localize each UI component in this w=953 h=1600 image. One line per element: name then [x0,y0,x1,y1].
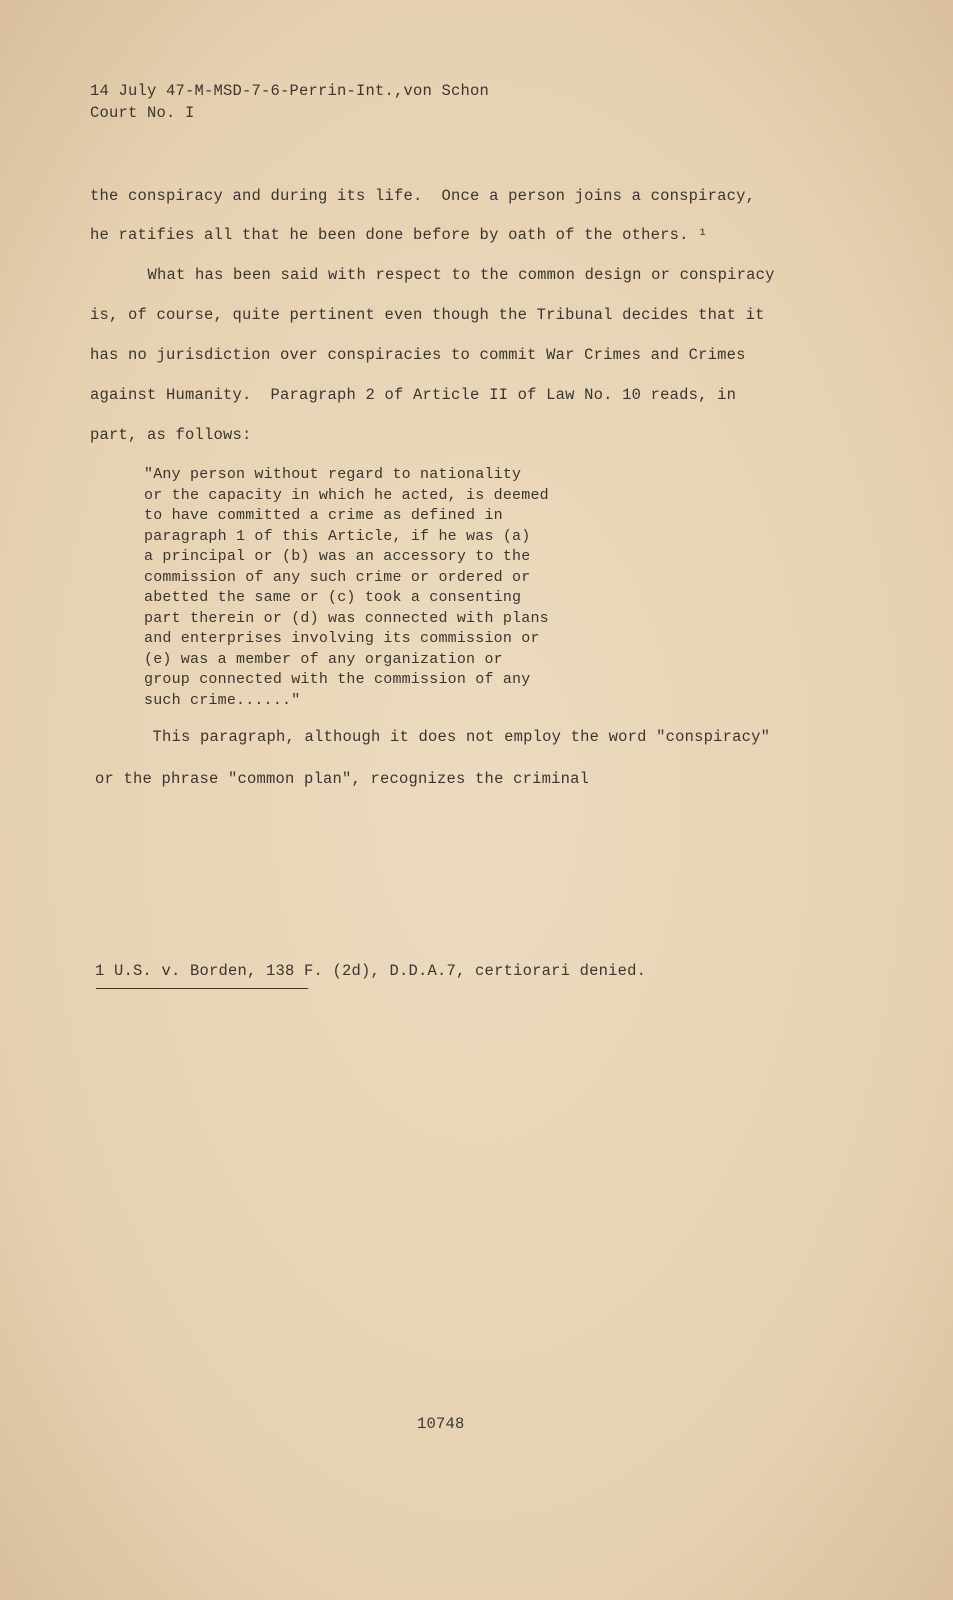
body-line: is, of course, quite pertinent even though the Tribunal decides that it [90,306,765,324]
body-line: or the phrase "common plan", recognizes the criminal [95,770,590,788]
header-line-1: 14 July 47-M-MSD-7-6-Perrin-Int.,von Schon [90,82,490,100]
block-quote: "Any person without regard to nationality or the capacity in which he acted, is deemed to have committed a crime as defined in paragraph 1 of this Article, if he was (a) a principal or (b) was an accessory to the commission of any such crime or ordered or abetted the same or (c) took a consenting part therein or (d) was connected with plans and enterprises involving its commission or (e) was a member of any organization or group connected with the commission of any such crime......" [144,466,549,709]
footnote: 1 U.S. v. Borden, 138 F. (2d), D.D.A.7, certiorari denied. [95,962,647,980]
body-line: he ratifies all that he been done before by oath of the others. ¹ [90,226,708,244]
body-line: part, as follows: [90,426,252,444]
body-line: the conspiracy and during its life. Once a person joins a conspiracy, [90,187,756,205]
page-number: 10748 [417,1415,465,1433]
footnote-rule [96,988,308,989]
body-line: has no jurisdiction over conspiracies to commit War Crimes and Crimes [90,346,746,364]
body-line: What has been said with respect to the common design or conspiracy [100,266,775,284]
header-line-2: Court No. I [90,104,195,122]
body-line: This paragraph, although it does not employ the word "conspiracy" [105,728,771,746]
body-line: against Humanity. Paragraph 2 of Article II of Law No. 10 reads, in [90,386,737,404]
